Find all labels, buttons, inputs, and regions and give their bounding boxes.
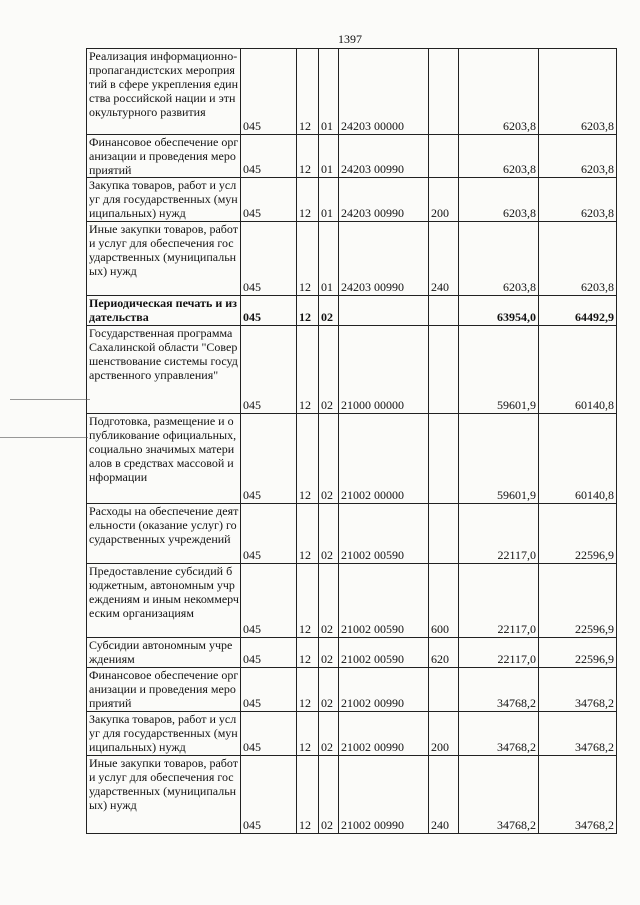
row-expense-type: 240 bbox=[429, 756, 459, 834]
row-name: Реализация информационно-пропагандистских мероприятий в сфере укрепления единства российской нации и этнокультурного развития bbox=[87, 49, 241, 135]
row-expense-type bbox=[429, 414, 459, 504]
table-row bbox=[87, 296, 617, 326]
row-ministry-code: 045 bbox=[241, 504, 297, 564]
row-sum-2: 22596,9 bbox=[539, 564, 617, 638]
row-ministry-code: 045 bbox=[241, 135, 297, 178]
row-sum-1: 63954,0 bbox=[459, 296, 539, 326]
row-target-code: 21002 00990 bbox=[339, 668, 429, 712]
row-expense-type: 200 bbox=[429, 712, 459, 756]
table-row bbox=[87, 638, 617, 668]
row-expense-type bbox=[429, 135, 459, 178]
row-ministry-code: 045 bbox=[241, 564, 297, 638]
row-sum-1: 6203,8 bbox=[459, 222, 539, 296]
row-subsection-code: 02 bbox=[319, 638, 339, 668]
row-sum-2: 60140,8 bbox=[539, 326, 617, 414]
row-sum-1: 34768,2 bbox=[459, 712, 539, 756]
scan-artifact-line bbox=[10, 399, 90, 400]
row-section-code: 12 bbox=[297, 668, 319, 712]
row-section-code: 12 bbox=[297, 712, 319, 756]
row-ministry-code: 045 bbox=[241, 668, 297, 712]
row-name: Предоставление субсидий бюджетным, автономным учреждениям и иным некоммерческим организациям bbox=[87, 564, 241, 638]
row-subsection-code: 01 bbox=[319, 135, 339, 178]
row-name: Субсидии автономным учреждениям bbox=[87, 638, 241, 668]
table-row bbox=[87, 135, 617, 178]
row-sum-1: 59601,9 bbox=[459, 414, 539, 504]
row-subsection-code: 02 bbox=[319, 564, 339, 638]
table-row bbox=[87, 222, 617, 296]
row-ministry-code: 045 bbox=[241, 638, 297, 668]
table-row bbox=[87, 326, 617, 414]
row-expense-type: 200 bbox=[429, 178, 459, 222]
row-section-code: 12 bbox=[297, 504, 319, 564]
row-name: Закупка товаров, работ и услуг для государственных (муниципальных) нужд bbox=[87, 712, 241, 756]
row-sum-1: 34768,2 bbox=[459, 668, 539, 712]
row-subsection-code: 02 bbox=[319, 668, 339, 712]
row-sum-2: 64492,9 bbox=[539, 296, 617, 326]
table-row bbox=[87, 414, 617, 504]
row-sum-2: 6203,8 bbox=[539, 49, 617, 135]
row-subsection-code: 02 bbox=[319, 414, 339, 504]
row-expense-type bbox=[429, 49, 459, 135]
row-expense-type: 240 bbox=[429, 222, 459, 296]
row-section-code: 12 bbox=[297, 638, 319, 668]
row-target-code: 21002 00000 bbox=[339, 414, 429, 504]
scan-artifact-line bbox=[0, 437, 88, 438]
row-name: Финансовое обеспечение организации и проведения мероприятий bbox=[87, 668, 241, 712]
row-section-code: 12 bbox=[297, 49, 319, 135]
row-sum-2: 34768,2 bbox=[539, 668, 617, 712]
row-sum-2: 6203,8 bbox=[539, 222, 617, 296]
row-target-code bbox=[339, 296, 429, 326]
row-name: Государственная программа Сахалинской области "Совершенствование системы государственного управления" bbox=[87, 326, 241, 414]
row-target-code: 24203 00990 bbox=[339, 135, 429, 178]
row-expense-type bbox=[429, 296, 459, 326]
row-sum-2: 6203,8 bbox=[539, 178, 617, 222]
row-ministry-code: 045 bbox=[241, 296, 297, 326]
row-subsection-code: 02 bbox=[319, 756, 339, 834]
row-section-code: 12 bbox=[297, 135, 319, 178]
table-row bbox=[87, 504, 617, 564]
row-ministry-code: 045 bbox=[241, 756, 297, 834]
row-sum-2: 60140,8 bbox=[539, 414, 617, 504]
row-sum-1: 22117,0 bbox=[459, 504, 539, 564]
row-expense-type bbox=[429, 504, 459, 564]
page-number: 1397 bbox=[338, 32, 362, 46]
row-subsection-code: 01 bbox=[319, 178, 339, 222]
row-expense-type: 600 bbox=[429, 564, 459, 638]
row-sum-2: 6203,8 bbox=[539, 135, 617, 178]
row-ministry-code: 045 bbox=[241, 712, 297, 756]
row-name: Иные закупки товаров, работ и услуг для обеспечения государственных (муниципальных) нужд bbox=[87, 222, 241, 296]
row-expense-type bbox=[429, 326, 459, 414]
row-section-code: 12 bbox=[297, 296, 319, 326]
row-sum-1: 6203,8 bbox=[459, 135, 539, 178]
row-sum-2: 34768,2 bbox=[539, 712, 617, 756]
row-subsection-code: 02 bbox=[319, 296, 339, 326]
row-expense-type bbox=[429, 668, 459, 712]
row-ministry-code: 045 bbox=[241, 178, 297, 222]
row-sum-1: 22117,0 bbox=[459, 564, 539, 638]
budget-table bbox=[86, 48, 617, 834]
row-target-code: 21002 00990 bbox=[339, 712, 429, 756]
row-ministry-code: 045 bbox=[241, 49, 297, 135]
row-sum-1: 22117,0 bbox=[459, 638, 539, 668]
row-name: Расходы на обеспечение деятельности (оказание услуг) государственных учреждений bbox=[87, 504, 241, 564]
row-target-code: 24203 00000 bbox=[339, 49, 429, 135]
row-target-code: 21002 00990 bbox=[339, 756, 429, 834]
row-sum-1: 34768,2 bbox=[459, 756, 539, 834]
row-sum-2: 22596,9 bbox=[539, 638, 617, 668]
row-subsection-code: 01 bbox=[319, 222, 339, 296]
row-expense-type: 620 bbox=[429, 638, 459, 668]
row-subsection-code: 02 bbox=[319, 712, 339, 756]
row-target-code: 24203 00990 bbox=[339, 222, 429, 296]
table-row bbox=[87, 178, 617, 222]
row-target-code: 21002 00590 bbox=[339, 564, 429, 638]
row-sum-2: 22596,9 bbox=[539, 504, 617, 564]
row-name: Иные закупки товаров, работ и услуг для обеспечения государственных (муниципальных) нужд bbox=[87, 756, 241, 834]
row-name: Финансовое обеспечение организации и проведения мероприятий bbox=[87, 135, 241, 178]
row-name: Подготовка, размещение и опубликование официальных, социально значимых материалов в средствах массовой информации bbox=[87, 414, 241, 504]
table-row bbox=[87, 712, 617, 756]
row-target-code: 24203 00990 bbox=[339, 178, 429, 222]
row-target-code: 21002 00590 bbox=[339, 504, 429, 564]
row-section-code: 12 bbox=[297, 756, 319, 834]
table-body bbox=[87, 49, 617, 834]
row-sum-1: 6203,8 bbox=[459, 49, 539, 135]
row-section-code: 12 bbox=[297, 178, 319, 222]
row-sum-1: 6203,8 bbox=[459, 178, 539, 222]
row-name: Закупка товаров, работ и услуг для государственных (муниципальных) нужд bbox=[87, 178, 241, 222]
row-section-code: 12 bbox=[297, 414, 319, 504]
row-target-code: 21000 00000 bbox=[339, 326, 429, 414]
row-ministry-code: 045 bbox=[241, 414, 297, 504]
row-section-code: 12 bbox=[297, 326, 319, 414]
table-row bbox=[87, 564, 617, 638]
table-row bbox=[87, 49, 617, 135]
row-ministry-code: 045 bbox=[241, 222, 297, 296]
row-sum-2: 34768,2 bbox=[539, 756, 617, 834]
row-sum-1: 59601,9 bbox=[459, 326, 539, 414]
row-subsection-code: 02 bbox=[319, 326, 339, 414]
row-section-code: 12 bbox=[297, 222, 319, 296]
table-row bbox=[87, 668, 617, 712]
row-subsection-code: 01 bbox=[319, 49, 339, 135]
row-name: Периодическая печать и издательства bbox=[87, 296, 241, 326]
row-target-code: 21002 00590 bbox=[339, 638, 429, 668]
row-section-code: 12 bbox=[297, 564, 319, 638]
table-row bbox=[87, 756, 617, 834]
row-ministry-code: 045 bbox=[241, 326, 297, 414]
row-subsection-code: 02 bbox=[319, 504, 339, 564]
